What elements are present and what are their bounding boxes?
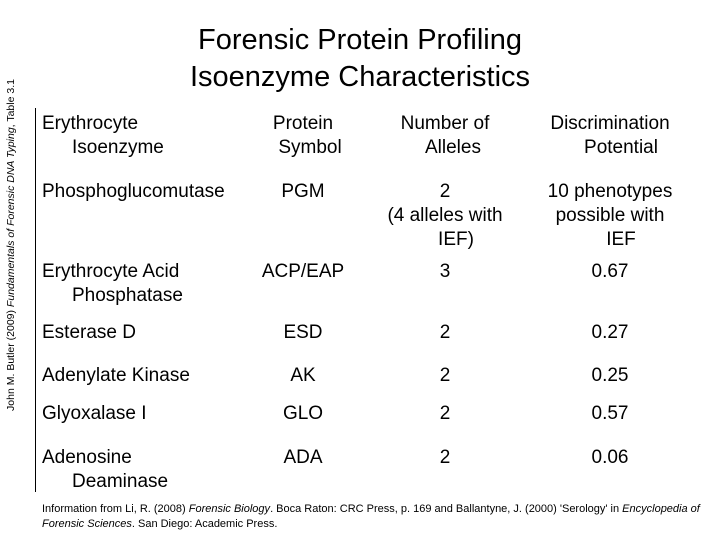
header-symbol <box>250 108 356 178</box>
alleles-line-3: IEF) <box>438 229 474 250</box>
header-isoenzyme-line-1: Erythrocyte <box>42 113 139 134</box>
cell-symbol: ACP/EAP <box>261 261 345 282</box>
cell-isoenzyme <box>38 444 250 496</box>
alleles-line-2: (4 alleles with <box>387 205 503 226</box>
table-row <box>38 362 686 400</box>
source-part-1: Information from Li, R. (2008) <box>42 503 189 515</box>
header-discrimination-line-1: Discrimination <box>550 113 670 134</box>
title-line-2: Isoenzyme Characteristics <box>189 61 531 93</box>
title-line-1: Forensic Protein Profiling <box>198 24 522 56</box>
header-alleles-line-2: Alleles <box>425 137 481 158</box>
source-encyclopedia-title: Encyclopedia of Forensic Sciences <box>42 503 700 530</box>
cell-discrimination: 0.57 <box>591 403 629 424</box>
table-row <box>38 444 686 496</box>
cell-discrimination: 0.25 <box>591 365 629 386</box>
table-row <box>38 178 686 258</box>
header-alleles-line-1: Number of <box>400 113 490 134</box>
side-citation-table-ref: , Table 3.1 <box>5 79 17 128</box>
cell-isoenzyme <box>38 258 250 319</box>
cell-symbol: AK <box>290 365 316 386</box>
header-discrimination-line-2: Potential <box>584 137 658 158</box>
cell-isoenzyme: Adenylate Kinase <box>42 365 190 386</box>
header-discrimination <box>534 108 686 178</box>
isoenzyme-name-line-2: Deaminase <box>72 471 169 492</box>
discrimination-line-2: possible with <box>555 205 665 226</box>
cell-discrimination <box>534 178 686 258</box>
cell-isoenzyme: Glyoxalase I <box>42 403 147 424</box>
header-alleles <box>356 108 534 178</box>
cell-alleles <box>356 178 534 258</box>
cell-symbol: PGM <box>281 181 325 202</box>
header-symbol-line-1: Protein <box>272 113 334 134</box>
cell-isoenzyme: Esterase D <box>42 322 136 343</box>
discrimination-line-3: IEF <box>606 229 636 250</box>
cell-symbol: GLO <box>282 403 324 424</box>
alleles-line-1: 2 <box>439 181 451 202</box>
header-symbol-line-2: Symbol <box>278 137 342 158</box>
cell-alleles: 2 <box>439 447 451 468</box>
cell-alleles: 2 <box>439 322 451 343</box>
cell-discrimination: 0.67 <box>591 261 629 282</box>
header-isoenzyme <box>38 108 250 178</box>
table-row <box>38 258 686 319</box>
cell-symbol: ESD <box>283 322 323 343</box>
side-citation-text <box>5 79 17 411</box>
vertical-divider <box>35 108 36 492</box>
cell-isoenzyme <box>38 178 250 258</box>
source-book-title: Forensic Biology <box>188 503 271 515</box>
cell-alleles: 2 <box>439 403 451 424</box>
cell-discrimination: 0.27 <box>591 322 629 343</box>
source-note <box>42 502 702 532</box>
discrimination-line-1: 10 phenotypes <box>547 181 673 202</box>
side-citation-book: Fundamentals of Forensic DNA Typing <box>5 127 17 308</box>
cell-discrimination: 0.06 <box>591 447 629 468</box>
table-row <box>38 400 686 444</box>
isoenzyme-name-line-2: Phosphatase <box>72 285 183 306</box>
isoenzyme-name-line-1: Erythrocyte Acid <box>42 261 180 282</box>
isoenzyme-name-line-1: Phosphoglucomutase <box>42 181 225 202</box>
isoenzyme-name-line-1: Adenosine <box>42 447 132 468</box>
cell-alleles: 3 <box>439 261 451 282</box>
source-part-3: . Boca Raton: CRC Press, p. 169 and Ballantyne, J. (2000) 'Serology' in <box>270 503 623 515</box>
source-part-5: . San Diego: Academic Press. <box>131 518 278 530</box>
page-title <box>0 22 720 96</box>
cell-symbol: ADA <box>283 447 323 468</box>
isoenzyme-table <box>38 108 686 496</box>
table-row <box>38 319 686 362</box>
header-isoenzyme-line-2: Isoenzyme <box>72 137 164 158</box>
side-citation-author: John M. Butler (2009) <box>5 307 17 411</box>
cell-alleles: 2 <box>439 365 451 386</box>
table-header-row <box>38 108 686 178</box>
